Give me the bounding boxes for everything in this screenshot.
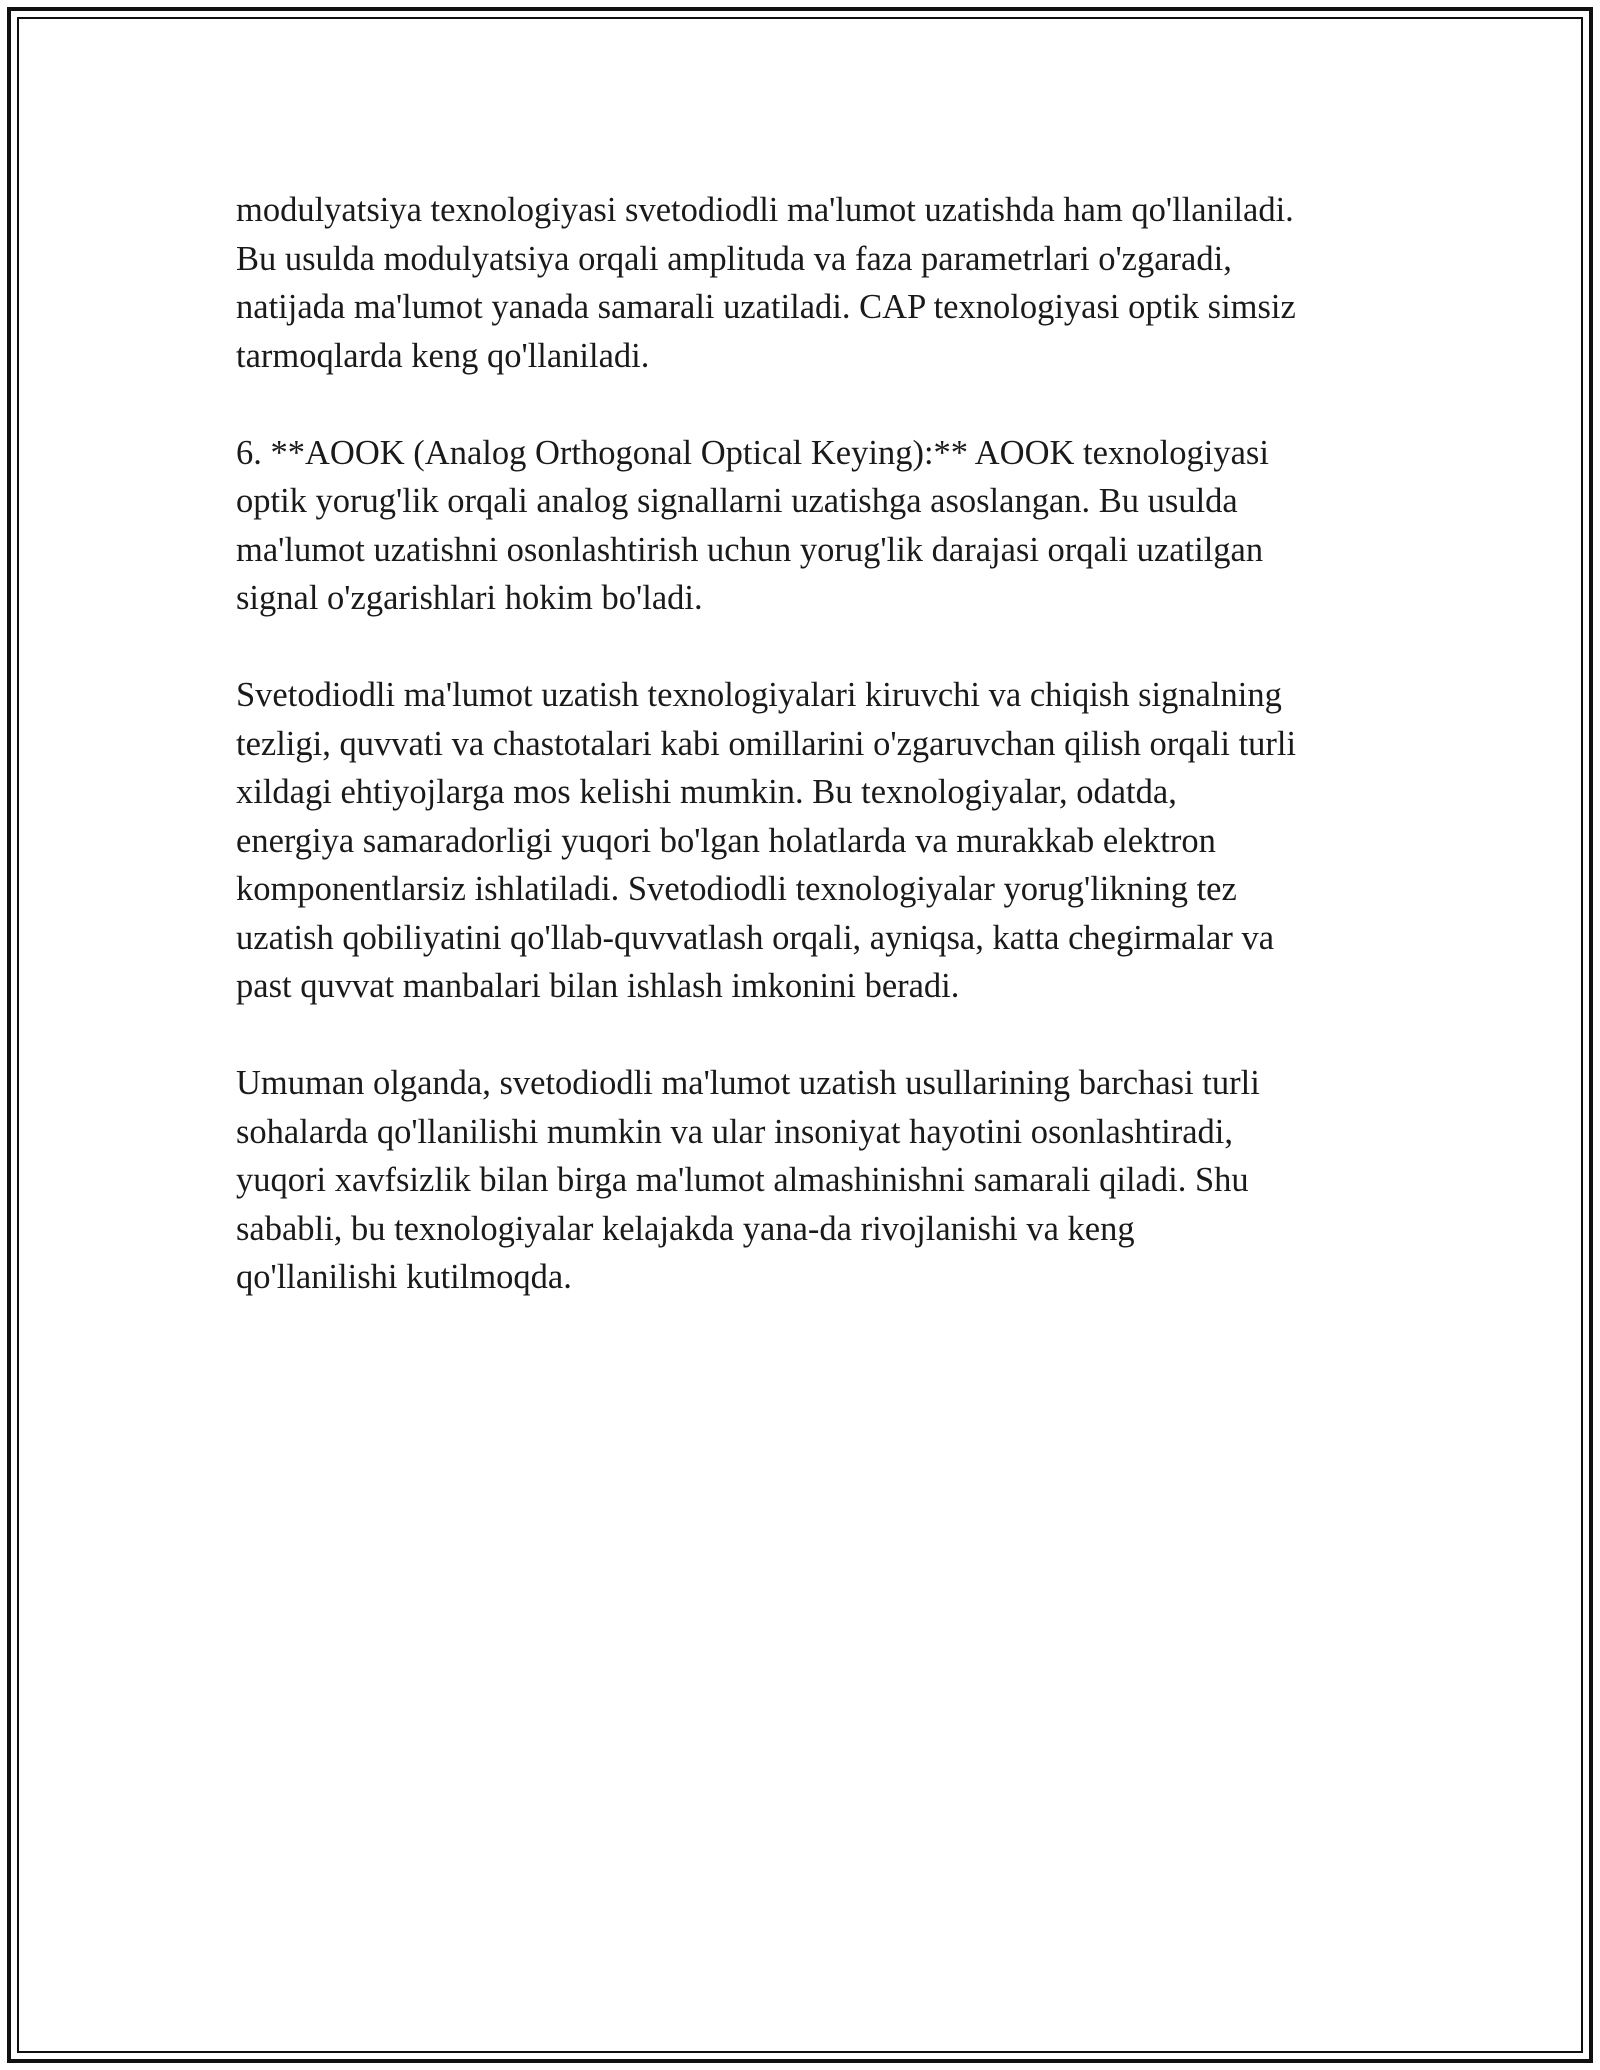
- paragraph-cap-technology: modulyatsiya texnologiyasi svetodiodli ma'lumot uzatishda ham qo'llaniladi. Bu usulda modulyatsiya orqali amplituda va faza parametrlari o'zgaradi, natijada ma'lumot yanada samarali uzatiladi. CAP texnologiyasi optik simsiz tarmoqlarda keng qo'llaniladi.: [236, 191, 1296, 375]
- paragraph-aook-technology: 6. **AOOK (Analog Orthogonal Optical Keying):** AOOK texnologiyasi optik yorug'lik orqali analog signallarni uzatishga asoslangan. Bu usulda ma'lumot uzatishni osonlashtirish uchun yorug'lik darajasi orqali uzatilgan signal o'zgarishlari hokim bo'ladi.: [236, 433, 1269, 617]
- paragraph-led-data-transmission: Svetodiodli ma'lumot uzatish texnologiyalari kiruvchi va chiqish signalning tezligi, quvvati va chastotalari kabi omillarini o'zgaruvchan qilish orqali turli xildagi ehtiyojlarga mos kelishi mumkin. Bu texnologiyalar, odatda, energiya samaradorligi yuqori bo'lgan holatlarda va murakkab elektron komponentlarsiz ishlatiladi. Svetodiodli texnologiyalar yorug'likning tez uzatish qobiliyatini qo'llab-quvvatlash orqali, ayniqsa, katta chegirmalar va past quvvat manbalari bilan ishlash imkonini beradi.: [236, 676, 1297, 1005]
- paragraph-conclusion: Umuman olganda, svetodiodli ma'lumot uzatish usullarining barchasi turli sohalarda qo'llanilishi mumkin va ular insoniyat hayotini osonlashtiradi, yuqori xavfsizlik bilan birga ma'lumot almashinishni samarali qiladi. Shu sababli, bu texnologiyalar kelajakda yana-da rivojlanishi va keng qo'llanilishi kutilmoqda.: [236, 1064, 1260, 1296]
- document-body: [236, 186, 1386, 1350]
